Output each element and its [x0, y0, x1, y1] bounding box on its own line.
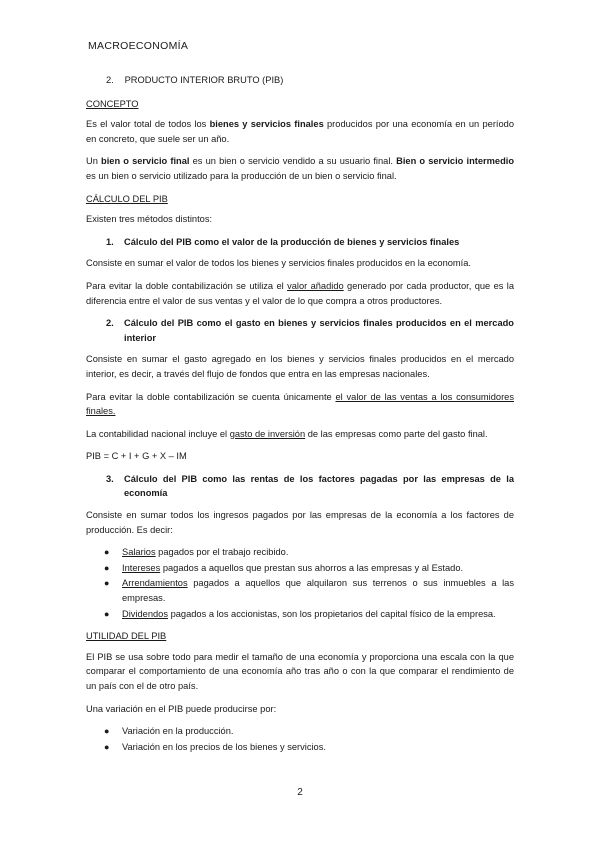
- method-2-heading: 2. Cálculo del PIB como el gasto en bienes y servicios finales producidos en el mercado interior: [106, 318, 514, 343]
- list-item: ● Variación en los precios de los bienes y servicios.: [104, 740, 514, 755]
- method-3-paragraph-1: Consiste en sumar todos los ingresos pagados por las empresas de la economía a los factores de producción. Es decir:: [86, 510, 514, 535]
- gdp-variation-list: [86, 724, 514, 754]
- concepto-paragraph-2: Un bien o servicio final es un bien o servicio vendido a su usuario final. Bien o servicio intermedio es un bien o servicio utilizado para la producción de un bien o servicio final.: [86, 156, 515, 181]
- method-1-paragraph-1: Consiste en sumar el valor de todos los bienes y servicios finales producidos en la economía.: [86, 258, 471, 269]
- list-item: ● Variación en la producción.: [104, 724, 514, 739]
- method-1-heading: 1. Cálculo del PIB como el valor de la producción de bienes y servicios finales: [106, 236, 460, 247]
- list-item: ● Arrendamientos pagados a aquellos que alquilaron sus terrenos o sus inmuebles a las empresas.: [104, 576, 514, 605]
- calculo-intro: Existen tres métodos distintos:: [86, 214, 213, 225]
- method-2-paragraph-1: Consiste en sumar el gasto agregado en los bienes y servicios finales producidos en el mercado interior, es decir, a través del flujo de fondos que entra en las empresas nacionales.: [86, 354, 514, 379]
- bullet-icon: ●: [104, 547, 110, 558]
- page-content: [86, 73, 514, 762]
- section-number: 2.: [106, 75, 114, 85]
- method-2-paragraph-2: Para evitar la doble contabilización se cuenta únicamente el valor de las ventas a los consumidores finales.: [86, 391, 514, 417]
- method-2-paragraph-3: La contabilidad nacional incluye el gasto de inversión de las empresas como parte del gasto final.: [86, 428, 488, 439]
- section-title-text: PRODUCTO INTERIOR BRUTO (PIB): [124, 75, 284, 85]
- factor-income-list: [86, 545, 514, 621]
- heading-calculo: CÁLCULO DEL PIB: [86, 193, 168, 204]
- gdp-formula: PIB = C + I + G + X – IM: [86, 451, 187, 462]
- bullet-icon: ●: [104, 741, 110, 752]
- list-item: ● Dividendos pagados a los accionistas, son los propietarios del capital físico de la empresa.: [104, 607, 514, 622]
- bullet-icon: ●: [104, 726, 110, 737]
- utilidad-paragraph-2: Una variación en el PIB puede producirse por:: [86, 703, 277, 714]
- bullet-icon: ●: [104, 608, 110, 619]
- concepto-paragraph-1: Es el valor total de todos los bienes y servicios finales producidos por una economía en un período en concreto, que suele ser un año.: [86, 119, 515, 144]
- heading-concepto: CONCEPTO: [86, 98, 139, 109]
- utilidad-paragraph-1: El PIB se usa sobre todo para medir el tamaño de una economía y proporciona una escala con la que comparar el comportamiento de una economía año tras año o con la que comparar el rendimiento de un país con el de otro país.: [86, 651, 514, 691]
- page-number: 2: [297, 787, 303, 798]
- method-3-heading: 3. Cálculo del PIB como las rentas de los factores pagadas por las empresas de la economía: [106, 473, 514, 499]
- list-item: ● Intereses pagados a aquellos que prestan sus ahorros a las empresas y al Estado.: [104, 561, 514, 576]
- bullet-icon: ●: [104, 562, 110, 573]
- list-item: ● Salarios pagados por el trabajo recibido.: [104, 545, 514, 560]
- bullet-icon: ●: [104, 578, 110, 589]
- running-header: MACROECONOMÍA: [88, 40, 189, 52]
- method-1-paragraph-2: Para evitar la doble contabilización se utiliza el valor añadido generado por cada productor, que es la diferencia entre el valor de sus ventas y el valor de lo que compra a otros productores.: [86, 280, 514, 306]
- heading-utilidad: UTILIDAD DEL PIB: [86, 631, 167, 642]
- section-title: [106, 73, 514, 88]
